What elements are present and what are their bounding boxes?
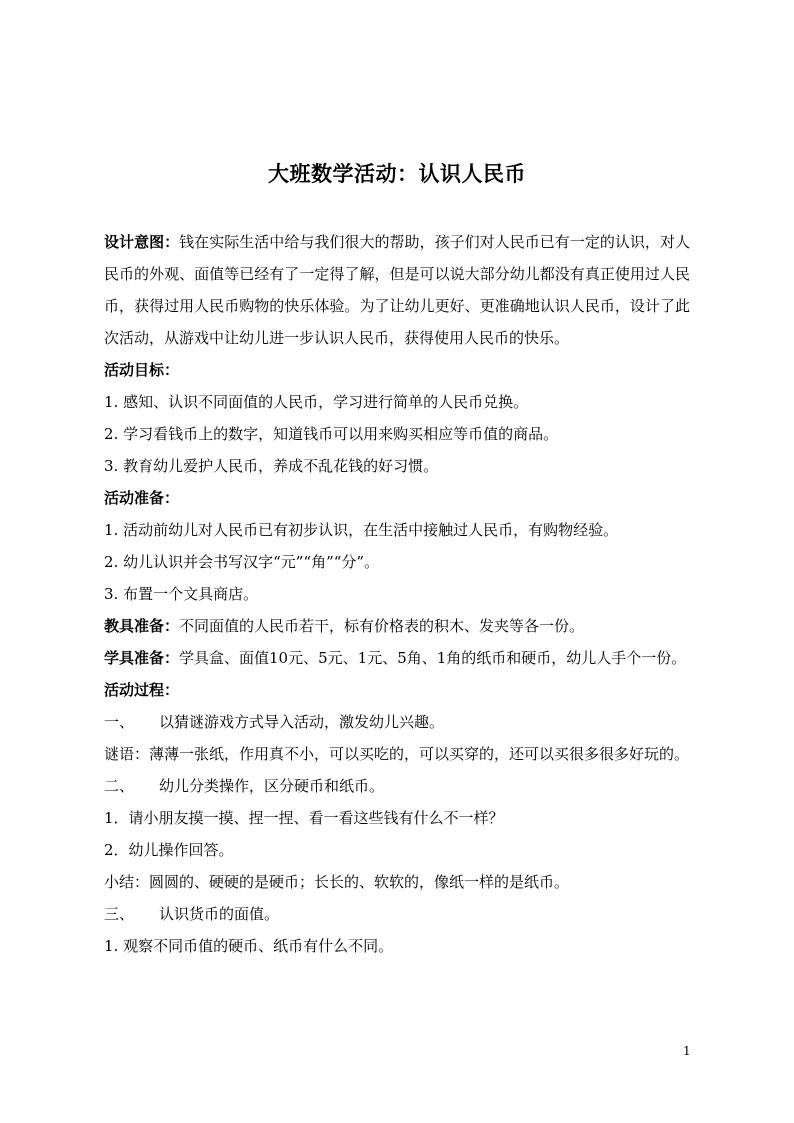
- teacher-prep-label: 教具准备：: [104, 617, 180, 635]
- prep-item-3: 3. 布置一个文具商店。: [104, 585, 259, 603]
- design-label: 设计意图：: [104, 233, 180, 251]
- student-prep-paragraph: [104, 642, 690, 674]
- process-step-3: [104, 898, 690, 930]
- step-2-number: 二、: [104, 777, 135, 795]
- design-paragraph: [104, 226, 690, 354]
- goal-item-2: 2. 学习看钱币上的数字，知道钱币可以用来购买相应等币值的商品。: [104, 425, 559, 443]
- page-title: 大班数学活动：认识人民币: [268, 162, 526, 186]
- document-body: [104, 226, 690, 962]
- step-3-number: 三、: [104, 905, 135, 923]
- step-1-text: 以猜谜游戏方式导入活动，激发幼儿兴趣。: [159, 713, 445, 731]
- process-step-1: [104, 706, 690, 738]
- process-step-2: [104, 770, 690, 802]
- step-2-question-2: 2．幼儿操作回答。: [104, 841, 234, 859]
- teacher-prep-text: 不同面值的人民币若干，标有价格表的积木、发夹等各一份。: [179, 617, 585, 635]
- student-prep-label: 学具准备：: [104, 649, 180, 667]
- step-3-text: 认识货币的面值。: [159, 905, 280, 923]
- teacher-prep-paragraph: [104, 610, 690, 642]
- step-2-text: 幼儿分类操作，区分硬币和纸币。: [159, 777, 385, 795]
- process-heading: 活动过程：: [104, 681, 180, 699]
- prep-heading: 活动准备：: [104, 489, 180, 507]
- prep-item-2: 2. 幼儿认识并会书写汉字“元”“角”“分”。: [104, 553, 380, 571]
- design-text: 钱在实际生活中给与我们很大的帮助，孩子们对人民币已有一定的认识，对人民币的外观、面值等已经有了一定得了解，但是可以说大部分幼儿都没有真正使用过人民币，获得过用人民币购物的快乐体验。为了让幼儿更好、更准确地认识人民币，设计了此次活动，从游戏中让幼儿进一步认识人民币，获得使用人民币的快乐。: [104, 233, 690, 347]
- summary-paragraph: 小结：圆圆的、硬硬的是硬币；长长的、软软的，像纸一样的是纸币。: [104, 873, 570, 891]
- step-2-question-1: 1．请小朋友摸一摸、捏一捏、看一看这些钱有什么不一样？: [104, 809, 504, 827]
- goal-item-3: 3. 教育幼儿爱护人民币，养成不乱花钱的好习惯。: [104, 457, 439, 475]
- goals-heading: 活动目标：: [104, 361, 180, 379]
- student-prep-text: 学具盒、面值10元、5元、1元、5角、1角的纸币和硬币，幼儿人手个一份。: [179, 649, 687, 667]
- step-3-question-1: 1. 观察不同币值的硬币、纸币有什么不同。: [104, 937, 394, 955]
- page-number: 1: [683, 1044, 691, 1058]
- step-1-number: 一、: [104, 713, 135, 731]
- goal-item-1: 1. 感知、认识不同面值的人民币，学习进行简单的人民币兑换。: [104, 393, 529, 411]
- riddle-paragraph: 谜语：薄薄一张纸，作用真不小，可以买吃的，可以买穿的，还可以买很多很多好玩的。: [104, 745, 690, 763]
- prep-item-1: 1. 活动前幼儿对人民币已有初步认识，在生活中接触过人民币，有购物经验。: [104, 521, 619, 539]
